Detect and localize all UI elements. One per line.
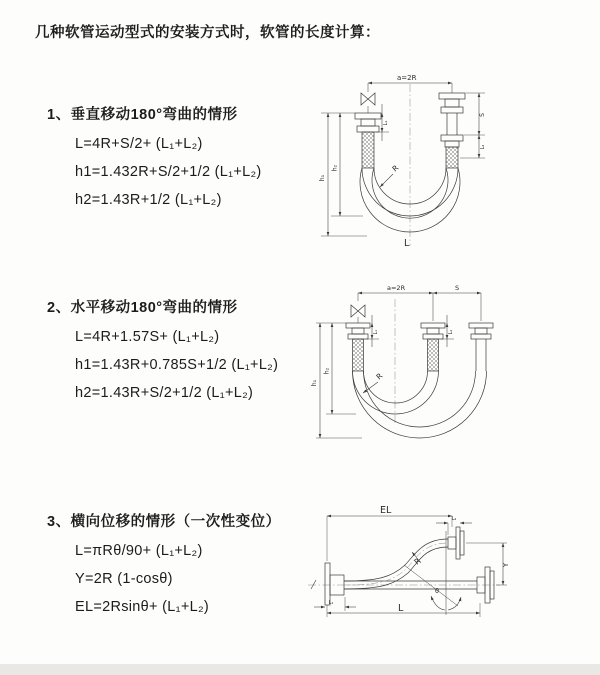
formula-length: L=4R+1.57S+ (L₁+L₂)	[75, 329, 220, 345]
label-h2: h₂	[323, 367, 331, 375]
label-l2: L₂	[449, 329, 454, 335]
label-h2: h₂	[331, 164, 339, 172]
lateral-displacement-diagram	[300, 501, 570, 639]
angle-construction	[404, 531, 461, 615]
radius-leader	[380, 174, 393, 187]
top-dimensions	[358, 293, 481, 321]
formula-length: L=πRθ/90+ (L₁+L₂)	[75, 543, 203, 559]
displaced-fitting	[469, 323, 493, 371]
dim-y	[466, 543, 507, 585]
left-fitting	[355, 113, 381, 168]
braided-hose	[362, 132, 374, 168]
formula-h2: h2=1.43R+S/2+1/2 (L₁+L₂)	[75, 385, 254, 401]
horizontal-180-bend-drawing	[300, 281, 558, 451]
curved-hose	[344, 539, 448, 589]
label-theta: θ	[435, 587, 439, 595]
right-fitting	[439, 93, 465, 168]
section-1-heading: 1、垂直移动180°弯曲的情形	[47, 107, 238, 123]
braided-hose	[428, 339, 439, 371]
label-a2r: a=2R	[387, 284, 406, 292]
section-horizontal-movement	[47, 296, 278, 401]
formula-h1: h1=1.43R+0.785S+1/2 (L₁+L₂)	[75, 357, 279, 373]
centerline-break	[311, 580, 316, 589]
label-s: S	[479, 113, 486, 117]
braided-hose	[353, 339, 364, 371]
middle-fitting	[421, 323, 445, 371]
label-l: L	[404, 238, 410, 249]
dim-l1	[314, 597, 356, 611]
dim-l2	[436, 523, 472, 535]
scan-edge	[0, 664, 600, 675]
lateral-displacement-drawing	[300, 501, 570, 639]
label-y: Y	[502, 562, 510, 568]
braided-hose	[446, 147, 458, 168]
fitting-dimensions	[366, 315, 454, 347]
formula-h1: h1=1.432R+S/2+1/2 (L₁+L₂)	[75, 164, 262, 180]
page-title: 几种软管运动型式的安装方式时，软管的长度计算：	[35, 25, 380, 41]
height-dimensions	[321, 113, 367, 236]
label-r: R	[390, 163, 401, 174]
vertical-180-bend-drawing	[303, 66, 558, 264]
label-r: R	[412, 556, 423, 567]
label-l2: L₂	[451, 516, 457, 522]
dim-el	[327, 516, 452, 561]
label-s: S	[455, 284, 460, 292]
formula-length: L=4R+S/2+ (L₁+L₂)	[75, 136, 203, 152]
vertical-180-bend-diagram	[303, 66, 558, 264]
hose-u-bend	[353, 371, 487, 438]
label-l1: L₁	[374, 329, 379, 335]
label-h1: h₁	[319, 174, 326, 182]
valve-icon	[351, 305, 365, 317]
upper-flange	[448, 527, 464, 559]
formula-el: EL=2Rsinθ+ (L₁+L₂)	[75, 599, 210, 615]
valve-icon	[361, 93, 375, 105]
label-h1: h₁	[311, 379, 318, 387]
formula-h2: h2=1.43R+1/2 (L₁+L₂)	[75, 192, 222, 208]
section-lateral-displacement	[47, 510, 281, 615]
label-a2r: a=2R	[397, 74, 417, 82]
formula-y: Y=2R (1-cosθ)	[75, 571, 173, 587]
section-2-heading: 2、水平移动180°弯曲的情形	[47, 300, 238, 316]
label-r: R	[374, 371, 385, 382]
left-fitting	[346, 323, 370, 371]
label-l1: L₁	[328, 600, 334, 606]
label-l2: L₂	[480, 144, 486, 150]
label-l1: L₁	[383, 120, 389, 126]
label-l: L	[398, 603, 404, 614]
label-el: EL	[380, 505, 392, 516]
section-vertical-movement	[47, 103, 262, 208]
left-flange	[325, 563, 344, 605]
section-3-heading: 3、横向位移的情形（一次性变位）	[47, 514, 281, 530]
horizontal-180-bend-diagram	[300, 281, 558, 451]
